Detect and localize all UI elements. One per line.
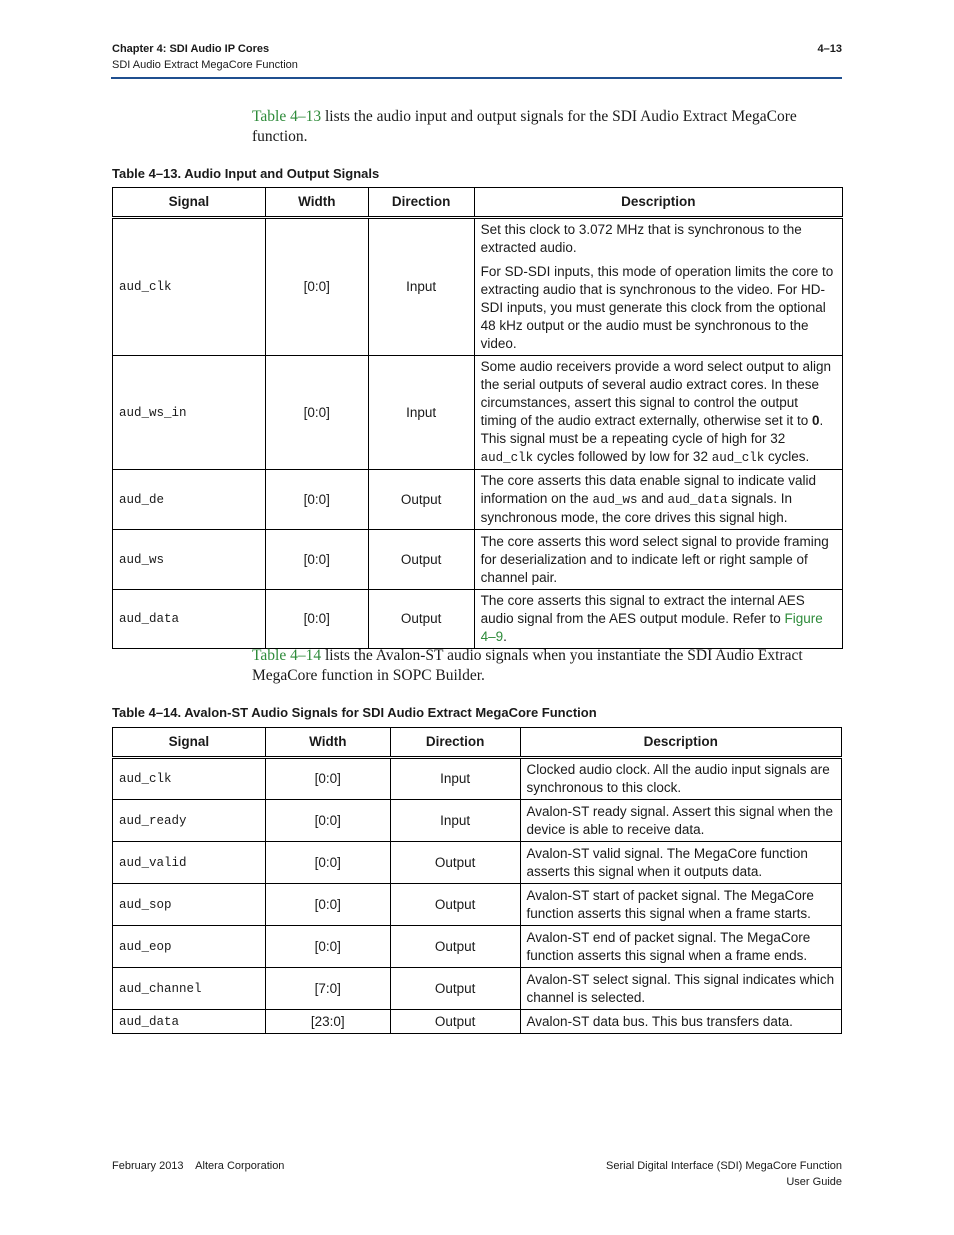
- table-row: [113, 356, 843, 470]
- width-cell: [0:0]: [265, 356, 368, 470]
- description-text: signals. In synchronous mode, the core drives this signal high.: [480, 491, 793, 525]
- description-cell: Clocked audio clock. All the audio input signals are synchronous to this clock.: [520, 758, 841, 800]
- intro-paragraph-2: [252, 646, 822, 686]
- width-cell: [0:0]: [265, 926, 390, 968]
- footer-guide-label: User Guide: [786, 1176, 842, 1188]
- signal-cell: aud_data: [113, 1010, 266, 1034]
- signal-cell: aud_eop: [113, 926, 266, 968]
- direction-cell: Output: [390, 1010, 520, 1034]
- description-text: The core asserts this signal to extract the internal AES audio signal from the AES output module. Refer to: [480, 593, 805, 626]
- description-cell: The core asserts this word select signal to provide framing for deserialization and to indicate left or right sample of channel pair.: [474, 530, 842, 590]
- direction-cell: Input: [368, 356, 474, 470]
- width-cell: [0:0]: [265, 800, 390, 842]
- signal-cell: aud_clk: [113, 218, 266, 356]
- description-text: The core asserts this data enable signal to indicate valid information on the: [480, 473, 817, 506]
- header-rule: [111, 77, 842, 79]
- column-header-description: Description: [474, 188, 842, 218]
- audio-signals-table: [112, 187, 843, 649]
- description-cell: Avalon-ST end of packet signal. The MegaCore function asserts this signal when a frame ends.: [520, 926, 841, 968]
- column-header-description: Description: [520, 728, 841, 758]
- signal-cell: aud_channel: [113, 968, 266, 1010]
- column-header-width: Width: [265, 188, 368, 218]
- header-page-number: 4–13: [817, 43, 842, 55]
- description-cell: [474, 356, 842, 470]
- table-4-13-caption: Table 4–13. Audio Input and Output Signals: [112, 166, 380, 181]
- table-4-14-link[interactable]: Table 4–14: [252, 647, 322, 664]
- signal-cell: aud_de: [113, 470, 266, 530]
- intro-paragraph-1: [252, 107, 822, 147]
- table-row: [113, 926, 842, 968]
- description-text: .: [503, 629, 507, 644]
- description-cell: [474, 590, 842, 649]
- signal-cell: aud_ws: [113, 530, 266, 590]
- column-header-signal: Signal: [113, 188, 266, 218]
- column-header-direction: Direction: [390, 728, 520, 758]
- description-text: and: [637, 491, 668, 506]
- header-chapter: Chapter 4: SDI Audio IP Cores: [112, 43, 270, 55]
- direction-cell: Input: [390, 758, 520, 800]
- description-cell: Avalon-ST data bus. This bus transfers data.: [520, 1010, 841, 1034]
- width-cell: [0:0]: [265, 884, 390, 926]
- width-cell: [0:0]: [265, 842, 390, 884]
- table-row: [113, 968, 842, 1010]
- direction-cell: Output: [390, 842, 520, 884]
- description-text: . This signal must be a repeating cycle of high for 32: [480, 413, 824, 446]
- table-header-row: [113, 188, 843, 218]
- table-row: [113, 1010, 842, 1034]
- signal-cell: aud_clk: [113, 758, 266, 800]
- table-row: [113, 590, 843, 649]
- direction-cell: Output: [368, 530, 474, 590]
- description-cell: Avalon-ST select signal. This signal indicates which channel is selected.: [520, 968, 841, 1010]
- header-section: SDI Audio Extract MegaCore Function: [112, 59, 298, 71]
- table-header-row: [113, 728, 842, 758]
- description-cell: Avalon-ST ready signal. Assert this signal when the device is able to receive data.: [520, 800, 841, 842]
- table-row: [113, 470, 843, 530]
- direction-cell: Input: [368, 218, 474, 356]
- width-cell: [0:0]: [265, 590, 368, 649]
- table-row: [113, 800, 842, 842]
- signal-cell: aud_ready: [113, 800, 266, 842]
- table-row: [113, 530, 843, 590]
- description-cell: [474, 218, 842, 356]
- description-cell: [474, 470, 842, 530]
- table-row: [113, 842, 842, 884]
- description-code: aud_data: [667, 493, 728, 507]
- description-text: cycles.: [764, 449, 810, 464]
- signal-cell: aud_sop: [113, 884, 266, 926]
- column-header-width: Width: [265, 728, 390, 758]
- description-bold-value: 0: [812, 413, 820, 428]
- width-cell: [0:0]: [265, 758, 390, 800]
- intro-1-text: lists the audio input and output signals for the SDI Audio Extract MegaCore function.: [252, 108, 797, 145]
- footer-date-company: February 2013 Altera Corporation: [112, 1160, 285, 1172]
- direction-cell: Output: [390, 884, 520, 926]
- description-text: cycles followed by low for 32: [533, 449, 712, 464]
- description-paragraph: Set this clock to 3.072 MHz that is synchronous to the extracted audio.: [480, 222, 802, 255]
- signal-cell: aud_valid: [113, 842, 266, 884]
- description-paragraph: For SD-SDI inputs, this mode of operation limits the core to extracting audio that is synchronous to the video. For HD-SDI inputs, you must generate this clock from the optional 48 kHz output or the audio must be synchronous to the video.: [480, 264, 834, 351]
- width-cell: [0:0]: [265, 218, 368, 356]
- width-cell: [0:0]: [265, 470, 368, 530]
- direction-cell: Output: [368, 470, 474, 530]
- width-cell: [7:0]: [265, 968, 390, 1010]
- description-code: aud_ws: [592, 493, 638, 507]
- figure-4-9-link[interactable]: Figure 4–9: [480, 611, 823, 644]
- table-row: [113, 218, 843, 356]
- table-row: [113, 758, 842, 800]
- avalon-st-signals-table: [112, 727, 842, 1034]
- description-text: Some audio receivers provide a word select output to align the serial outputs of several audio extract cores. In these circumstances, assert this signal to control the output timing of the audio extract externally, otherwise set it to: [480, 359, 832, 428]
- direction-cell: Input: [390, 800, 520, 842]
- description-code: aud_clk: [480, 451, 534, 465]
- table-4-14-caption: Table 4–14. Avalon-ST Audio Signals for SDI Audio Extract MegaCore Function: [112, 705, 597, 720]
- intro-2-text: lists the Avalon-ST audio signals when you instantiate the SDI Audio Extract MegaCore function in SOPC Builder.: [252, 647, 803, 684]
- column-header-signal: Signal: [113, 728, 266, 758]
- direction-cell: Output: [390, 926, 520, 968]
- width-cell: [0:0]: [265, 530, 368, 590]
- width-cell: [23:0]: [265, 1010, 390, 1034]
- signal-cell: aud_data: [113, 590, 266, 649]
- description-cell: Avalon-ST start of packet signal. The MegaCore function asserts this signal when a frame starts.: [520, 884, 841, 926]
- footer-document-title: Serial Digital Interface (SDI) MegaCore Function: [606, 1160, 842, 1172]
- signal-cell: aud_ws_in: [113, 356, 266, 470]
- direction-cell: Output: [368, 590, 474, 649]
- description-code: aud_clk: [711, 451, 765, 465]
- table-4-13-link[interactable]: Table 4–13: [252, 108, 322, 125]
- description-cell: Avalon-ST valid signal. The MegaCore function asserts this signal when it outputs data.: [520, 842, 841, 884]
- column-header-direction: Direction: [368, 188, 474, 218]
- direction-cell: Output: [390, 968, 520, 1010]
- table-row: [113, 884, 842, 926]
